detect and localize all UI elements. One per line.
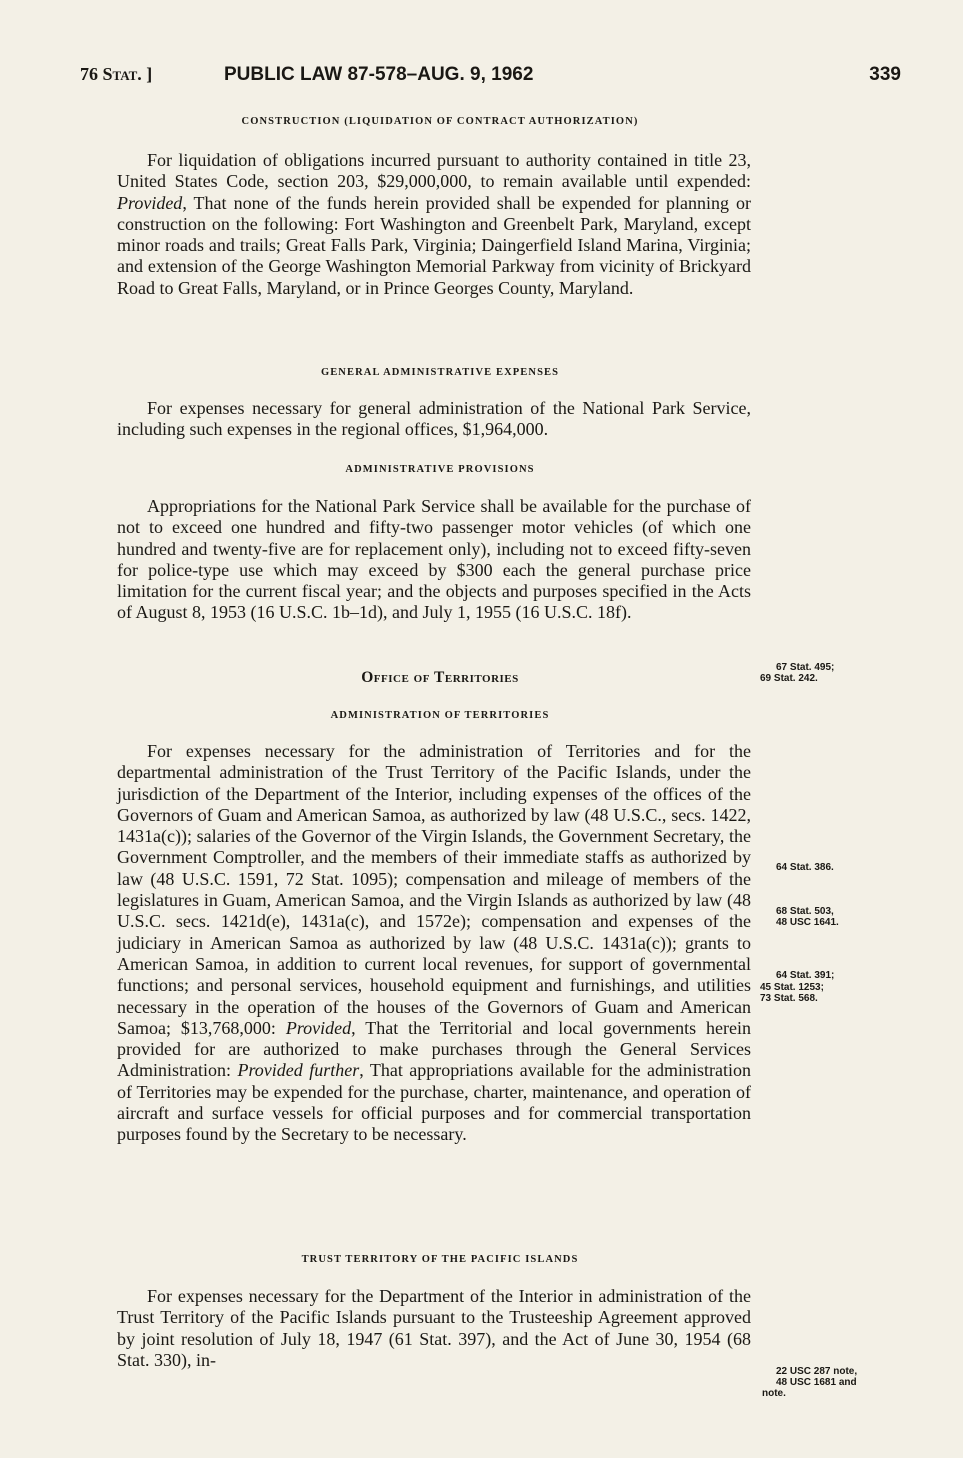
margin-note-7: 45 Stat. 1253; — [760, 982, 824, 993]
margin-note-2: 69 Stat. 242. — [760, 673, 818, 684]
heading-construction: CONSTRUCTION (LIQUIDATION OF CONTRACT AUTHORIZATION) — [241, 116, 639, 127]
header-statute-ref: 76 Stat. ] — [80, 64, 153, 84]
margin-note-4: 68 Stat. 503, — [776, 906, 834, 917]
paragraph-admin-provisions: Appropriations for the National Park Service shall be available for the purchase of not to exceed one hundred and fifty-two passenger motor vehicles (of which one hundred and twenty-five are for replacement only), including not to exceed fifty-seven for police-type use which may exceed by $300 each the general purchase price limitation for the current fiscal year; and the objects and purposes specified in the Acts of August 8, 1953 (16 U.S.C. 1b–1d), and July 1, 1955 (16 U.S.C. 18f). — [117, 496, 751, 623]
margin-note-3: 64 Stat. 386. — [776, 862, 834, 873]
margin-note-11: note. — [762, 1388, 786, 1399]
heading-admin-provisions: ADMINISTRATIVE PROVISIONS — [345, 464, 535, 475]
margin-note-5: 48 USC 1641. — [776, 917, 839, 928]
header-title: PUBLIC LAW 87-578–AUG. 9, 1962 — [224, 64, 534, 85]
margin-note-6: 64 Stat. 391; — [776, 970, 835, 981]
margin-note-1: 67 Stat. 495; — [776, 662, 835, 673]
margin-note-9: 22 USC 287 note, — [776, 1366, 858, 1377]
paragraph-general-admin: For expenses necessary for general administration of the National Park Service, including such expenses in the regional offices, $1,964,000. — [117, 398, 751, 440]
page-number: 339 — [869, 64, 901, 85]
paragraph-trust-territory: For expenses necessary for the Department of the Interior in administration of the Trust Territory of the Pacific Islands pursuant to the Trusteeship Agreement approved by joint resolution of July 18, 1947 (61 Stat. 397), and the Act of June 30, 1954 (68 Stat. 330), in- — [117, 1286, 751, 1370]
margin-note-8: 73 Stat. 568. — [760, 993, 818, 1004]
heading-office-of-territories: Office of Territories — [361, 669, 519, 686]
heading-general-admin: GENERAL ADMINISTRATIVE EXPENSES — [320, 367, 560, 378]
heading-admin-territories: ADMINISTRATION OF TERRITORIES — [330, 710, 550, 721]
heading-trust-territory: TRUST TERRITORY OF THE PACIFIC ISLANDS — [301, 1254, 579, 1265]
margin-note-10: 48 USC 1681 and — [776, 1377, 857, 1388]
paragraph-admin-territories: For expenses necessary for the administration of Territories and for the departmental administration of the Trust Territory of the Pacific Islands, under the jurisdiction of the Department of the Interior, including expenses of the offices of the Governors of Guam and American Samoa, as authorized by law (48 U.S.C., secs. 1422, 1431a(c)); salaries of the Governor of the Virgin Islands, the Government Secretary, the Government Comptroller, and the members of their immediate staffs as authorized by law (48 U.S.C. 1591, 72 Stat. 1095); compensation and mileage of members of the legislatures in Guam, American Samoa, and the Virgin Islands as authorized by law (48 U.S.C. secs. 1421d(e), 1431a(c), and 1572e); compensation and expenses of the judiciary in American Samoa as authorized by law (48 U.S.C. 1431a(c)); grants to American Samoa, in addition to current local revenues, for support of governmental functions; and personal services, household equipment and furnishings, and utilities necessary in the operation of the houses of the Governors of Guam and American Samoa; $13,768,000: Provided, That the Territorial and local governments herein provided for are authorized to make purchases through the General Services Administration: Provided further, That appropriations available for the administration of Territories may be expended for the purchase, charter, maintenance, and operation of aircraft and surface vessels for official purposes and for commercial transportation purposes found by the Secretary to be necessary. — [117, 741, 751, 1145]
paragraph-construction: For liquidation of obligations incurred pursuant to authority contained in title 23, United States Code, section 203, $29,000,000, to remain available until expended: Provided, That none of the funds herein provided shall be expended for planning or construction on the following: Fort Washington and Greenbelt Park, Maryland, except minor roads and trails; Great Falls Park, Virginia; Daingerfield Island Marina, Virginia; and extension of the George Washington Memorial Parkway from vicinity of Brickyard Road to Great Falls, Maryland, or in Prince Georges County, Maryland. — [117, 150, 751, 298]
